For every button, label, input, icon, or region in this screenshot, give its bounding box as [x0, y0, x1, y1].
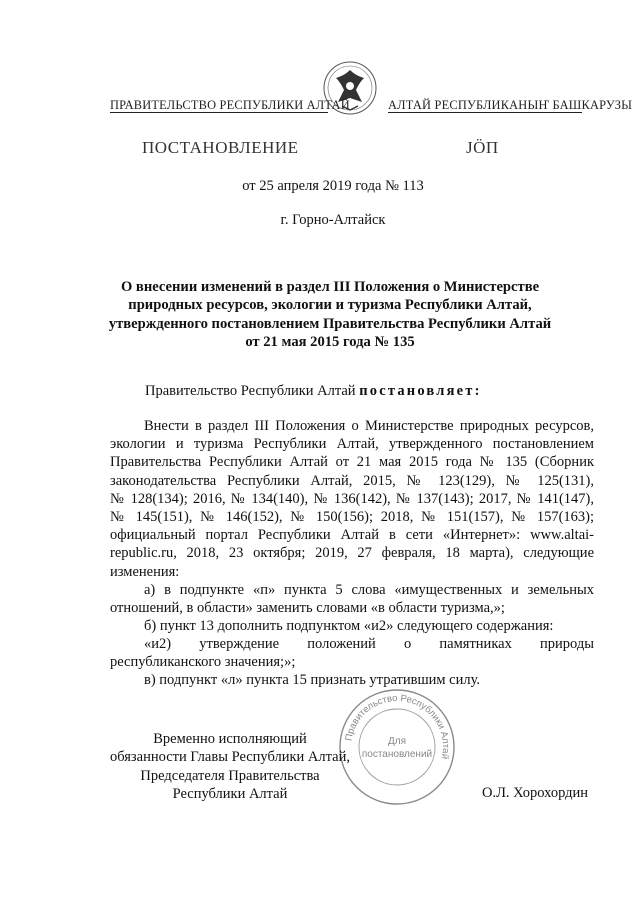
- header-rule-left: [110, 112, 328, 113]
- paragraph-line: официальный портал Республики Алтай в сети «Интернет»: www.altai-: [110, 527, 594, 544]
- government-name-ru: ПРАВИТЕЛЬСТВО РЕСПУБЛИКИ АЛТАЙ: [110, 98, 350, 112]
- signer-name: О.Л. Хорохордин: [482, 785, 589, 801]
- item-line: а) в подпункте «п» пункта 5 слова «имущественных и земельных: [144, 582, 594, 598]
- document-title: [100, 278, 560, 351]
- amendment-item-b-content: [110, 635, 594, 671]
- signature-line: Республики Алтай: [172, 785, 288, 802]
- preamble-emphasis: постановляет:: [359, 383, 482, 399]
- stamp-center-line2: постановлений: [361, 749, 433, 760]
- signature-line: обязанности Главы Республики Алтай,: [110, 749, 350, 766]
- preamble: [145, 382, 595, 400]
- item-line: республиканского значения;»;: [110, 654, 296, 671]
- document-city: г. Горно-Алтайск: [280, 212, 386, 228]
- paragraph-line: republic.ru, 2018, 23 октября; 2019, 27 февраля, 18 марта), следующие: [110, 545, 594, 562]
- stamp-ring-textpath: Правительство Республики Алтай: [343, 692, 452, 761]
- preamble-text: Правительство Республики Алтай: [145, 383, 360, 399]
- paragraph-line: изменения:: [110, 563, 180, 580]
- item-line: б) пункт 13 дополнить подпунктом «и2» следующего содержания:: [144, 618, 554, 634]
- paragraph-line: № 128(134); 2016, № 134(140), № 136(142), № 137(143); 2017, № 141(147),: [110, 490, 594, 507]
- signature-line: Председателя Правительства: [140, 767, 320, 784]
- main-paragraph: [110, 417, 594, 581]
- paragraph-line: законодательства Республики Алтай, 2015, № 123(129), № 125(131),: [110, 472, 594, 489]
- document-date-number: от 25 апреля 2019 года № 113: [242, 178, 424, 194]
- paragraph-line: экологии и туризма Республики Алтай, утвержденного постановлением: [110, 436, 594, 453]
- paragraph-line: Внести в раздел III Положения о Министерстве природных ресурсов,: [144, 418, 594, 434]
- title-line: от 21 мая 2015 года № 135: [245, 333, 415, 350]
- signature-line: Временно исполняющий: [153, 731, 307, 747]
- stamp-center-line1: Для: [387, 736, 407, 747]
- paragraph-line: № 145(151), № 146(152), № 150(156); 2018, № 151(157), № 157(163);: [110, 509, 594, 526]
- paragraph-line: Правительства Республики Алтай от 21 мая 2015 года № 135 (Сборник: [110, 454, 594, 471]
- signature-position: [100, 730, 360, 803]
- item-line: «и2) утверждение положений о памятниках природы: [144, 636, 594, 652]
- amendment-item-b: [110, 617, 594, 635]
- amendment-item-a: [110, 581, 594, 617]
- title-line: природных ресурсов, экологии и туризма Республики Алтай,: [128, 297, 532, 314]
- item-line: в) подпункт «л» пункта 15 признать утратившим силу.: [144, 672, 481, 688]
- government-name-alt: АЛТАЙ РЕСПУБЛИКАНЫҤ БАШКАРУЗЫ: [388, 98, 633, 112]
- document-kind-alt: ЈӦП: [466, 138, 499, 157]
- header-rule-right: [388, 112, 582, 113]
- title-line: утвержденного постановлением Правительства Республики Алтай: [108, 315, 552, 332]
- item-line: отношений, в области» заменить словами «в области туризма,»;: [110, 600, 505, 617]
- document-kind-ru: ПОСТАНОВЛЕНИЕ: [142, 138, 299, 157]
- title-line: О внесении изменений в раздел III Положения о Министерстве: [120, 279, 540, 295]
